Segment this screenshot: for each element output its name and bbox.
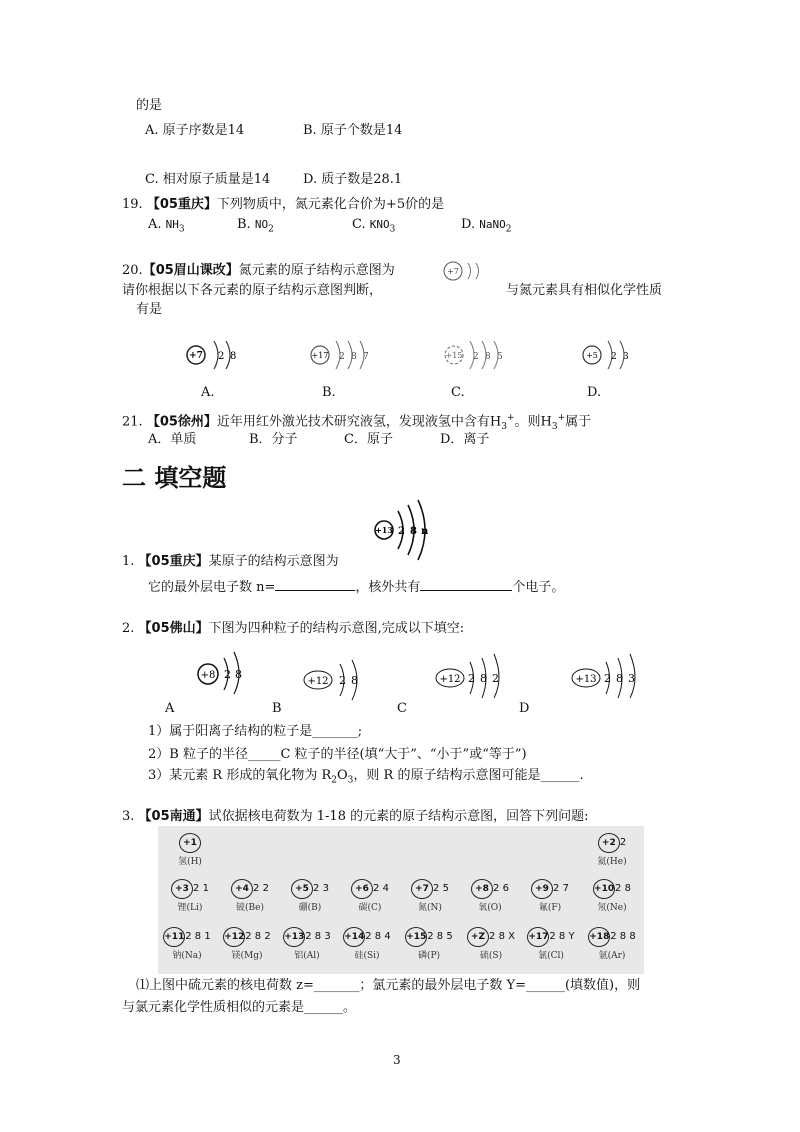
f3-element-si-core: +14 (343, 927, 365, 947)
f3-element-cl-shells: 2 8 Y (549, 931, 575, 942)
f3-element-mg-core: +12 (223, 927, 245, 947)
f3-element-he-core: +2 (598, 833, 620, 853)
q19-option-c-formula: KNO (369, 218, 390, 231)
f3-element-ar-core: +18 (588, 927, 610, 947)
f3-element-o-name: 氧(O) (478, 903, 502, 913)
f3-element-na-shells: 2 8 1 (185, 931, 211, 942)
f3-element-be (222, 876, 278, 916)
f3-element-f (522, 876, 578, 916)
q21-source-tag: 【05徐州】 (146, 414, 217, 430)
q19-source-tag: 【05重庆】 (146, 197, 217, 212)
f3-element-f-core: +9 (531, 879, 553, 899)
q18-option-d: D. 质子数是28.1 (303, 172, 403, 187)
f1-line2 (148, 578, 564, 597)
q19-option-b (237, 216, 274, 239)
page-number: 3 (393, 1053, 401, 1067)
f2-label-b: B (272, 701, 282, 716)
f3-element-li-name: 锂(Li) (177, 903, 203, 913)
f3-element-mg-shells: 2 8 2 (245, 931, 271, 942)
q20-source-tag: 【05眉山课改】 (142, 263, 239, 278)
q20-atom-c-core: +15 (445, 351, 463, 360)
f3-element-he-name: 氦(He) (597, 857, 627, 867)
q21-option-a: A．单质 (148, 432, 197, 447)
f3-element-b (282, 876, 338, 916)
f3-element-ar (582, 924, 642, 964)
f3-question1-line2: 与氯元素化学性质相似的元素是______。 (122, 1000, 357, 1015)
f3-text: 试依据核电荷数为 1-18 的元素的原子结构示意图，回答下列问题: (208, 809, 589, 824)
q19-option-d (461, 216, 511, 239)
svg-text:2: 2 (473, 352, 479, 362)
f3-element-p-core: +15 (405, 927, 427, 947)
q20-stem-line1 (122, 262, 395, 280)
q19-option-d-label: D. (461, 217, 476, 232)
q21-sup2: + (557, 413, 566, 423)
f3-element-s-name: 硫(S) (479, 951, 503, 961)
q20-atom-b (306, 335, 386, 375)
q21-option-b: B．分子 (249, 432, 298, 447)
f1-source-tag: 【05重庆】 (138, 554, 209, 569)
f3-element-ar-shells: 2 8 8 (610, 931, 636, 942)
f3-element-s (462, 924, 520, 964)
q19-option-d-sub: 2 (505, 224, 512, 235)
f1-stem (122, 553, 339, 571)
q19-option-a (148, 216, 185, 239)
f3-element-al-name: 铝(Al) (294, 951, 320, 961)
svg-text:8: 8 (351, 352, 357, 362)
f2-sub3-d: 3 (347, 775, 354, 786)
svg-text:8: 8 (485, 352, 491, 362)
q21-sub: 3 (501, 421, 507, 432)
f2-sub1: 1）属于阳离子结构的粒子是_______; (148, 724, 363, 739)
q19-option-c-label: C. (352, 217, 366, 232)
f2-stem (122, 620, 464, 638)
q19-option-a-label: A. (148, 217, 162, 232)
q20-label-a: A. (201, 385, 215, 400)
f3-element-al (278, 924, 336, 964)
f3-element-s-core: +Z (467, 927, 489, 947)
q20-atom-b-core: +17 (311, 351, 329, 360)
q19-option-d-formula: NaNO (479, 218, 506, 231)
f1-number: 1. (122, 554, 135, 569)
svg-text:8: 8 (616, 672, 623, 685)
q20-atom-d (578, 335, 642, 375)
q20-atom-c (440, 335, 520, 375)
q21-number: 21. (122, 414, 143, 430)
f3-element-h-name: 氢(H) (178, 857, 202, 867)
q19-option-a-sub: 3 (178, 224, 185, 235)
f2-sub3-c: O (336, 768, 348, 783)
f3-stem (122, 808, 589, 826)
q20-text1: 氮元素的原子结构示意图为 (238, 263, 395, 278)
q19-text: 下列物质中，氮元素化合价为+5价的是 (216, 197, 445, 212)
f3-element-ne-core: +10 (593, 879, 615, 899)
f3-element-c (342, 876, 398, 916)
f3-source-tag: 【05南通】 (138, 809, 209, 824)
q20-text3: 与氮元素具有相似化学性质 (506, 283, 663, 298)
f3-element-p (400, 924, 458, 964)
f2-atom-a (194, 648, 254, 696)
f2-atom-c (432, 652, 508, 698)
q19-option-c (352, 216, 395, 239)
f3-element-na (158, 924, 216, 964)
f2-sub2: 2）B 粒子的半径_____C 粒子的半径(填“大于”、“小于”或“等于”) (148, 747, 527, 762)
f2-sub3-e: ，则 R 的原子结构示意图可能是______. (353, 768, 584, 783)
q19-stem (122, 196, 444, 214)
f1-atom-diagram (368, 497, 438, 563)
svg-text:8: 8 (351, 674, 358, 687)
q20-nitrogen-diagram (442, 259, 502, 283)
q18-option-a: A. 原子序数是14 (145, 123, 245, 138)
svg-text:5: 5 (497, 352, 503, 362)
q19-option-a-formula: NH (165, 218, 179, 231)
f3-element-o-shells: 2 6 (493, 883, 509, 894)
f3-element-n-core: +7 (411, 879, 433, 899)
f3-element-ne (584, 876, 640, 916)
f3-element-cl-core: +17 (527, 927, 549, 947)
f2-number: 2. (122, 621, 135, 636)
f3-element-mg-name: 镁(Mg) (231, 951, 263, 961)
f3-element-li (162, 876, 218, 916)
q20-atom-a-core: +7 (189, 351, 203, 361)
svg-text:8: 8 (480, 672, 487, 685)
f3-element-c-name: 碳(C) (358, 903, 382, 913)
f3-number: 3. (122, 809, 135, 824)
f2-sub3 (148, 767, 584, 790)
svg-text:2: 2 (398, 526, 405, 537)
q19-option-b-label: B. (237, 217, 251, 232)
f3-element-si-name: 硅(Si) (354, 951, 380, 961)
f3-element-p-shells: 2 8 5 (427, 931, 453, 942)
f3-element-b-shells: 2 3 (313, 883, 329, 894)
f2-atom-c-core: +12 (439, 674, 461, 685)
f3-element-s-shells: 2 8 X (489, 931, 515, 942)
f3-element-li-shells: 2 1 (193, 883, 209, 894)
f2-label-c: C (397, 701, 407, 716)
q21-text3: 属于 (565, 414, 592, 430)
f3-element-na-core: +11 (163, 927, 185, 947)
f3-element-al-core: +13 (283, 927, 305, 947)
q18-option-b: B. 原子个数是14 (303, 123, 403, 138)
q20-number: 20. (122, 263, 143, 278)
f1-line2b: ，核外共有 (355, 580, 421, 595)
q20-label-d: D. (587, 385, 602, 400)
q20-label-c: C. (451, 385, 465, 400)
f2-label-a: A (165, 701, 175, 716)
q20-atom-a-shell-2: 8 (230, 351, 237, 362)
f3-element-cl (522, 924, 580, 964)
q19-option-b-sub: 2 (268, 224, 274, 235)
svg-text:2: 2 (492, 672, 499, 685)
f2-text: 下图为四种粒子的结构示意图,完成以下填空: (208, 621, 465, 636)
f3-element-na-name: 钠(Na) (172, 951, 202, 961)
q21-sub2: 3 (551, 421, 558, 432)
f3-element-be-name: 铍(Be) (236, 903, 264, 913)
f3-element-n-shells: 2 5 (433, 883, 449, 894)
f3-element-f-name: 氟(F) (538, 903, 562, 913)
f1-text: 某原子的结构示意图为 (208, 554, 339, 569)
f3-element-p-name: 磷(P) (417, 951, 441, 961)
f2-sub3-a: 3）某元素 R 形成的氧化物为 R (148, 768, 332, 783)
f3-element-chart (158, 826, 644, 974)
f3-element-b-name: 硼(B) (298, 903, 322, 913)
f3-element-n-name: 氮(N) (418, 903, 442, 913)
q18-option-c: C. 相对原子质量是14 (145, 172, 271, 187)
f3-element-ne-name: 氖(Ne) (597, 903, 627, 913)
q20-text4: 有是 (136, 302, 163, 317)
f3-element-mg (218, 924, 276, 964)
f3-element-h (162, 830, 218, 870)
section-heading: 二 填空题 (122, 464, 227, 492)
f2-atom-a-core: +8 (200, 670, 216, 681)
f3-element-li-core: +3 (171, 879, 193, 899)
svg-text:2: 2 (468, 672, 475, 685)
q21-option-c: C．原子 (344, 432, 393, 447)
svg-text:2: 2 (604, 672, 611, 685)
f2-atom-b-core: +12 (307, 676, 329, 687)
q21-sup: + (507, 413, 515, 423)
f1-atom-core: +13 (375, 525, 393, 535)
f3-element-he-shells: 2 (619, 837, 627, 848)
f3-element-h-core: +1 (179, 833, 201, 853)
f3-element-f-shells: 2 7 (553, 883, 569, 894)
q19-number: 19. (122, 197, 143, 212)
f1-blank-n[interactable] (275, 578, 355, 591)
f3-element-he (584, 830, 640, 870)
f3-element-be-core: +4 (231, 879, 253, 899)
f2-atom-b (300, 656, 372, 702)
svg-text:2: 2 (339, 674, 346, 687)
f2-source-tag: 【05佛山】 (138, 621, 209, 636)
f3-element-si (338, 924, 396, 964)
f3-question1-line1: ⑴上图中硫元素的核电荷数 z=_______；氯元素的最外层电子数 Y=______(填数值)，则 (136, 978, 641, 993)
q20-atom-a-shell-1: 2 (218, 351, 225, 362)
f3-element-c-core: +6 (351, 879, 373, 899)
svg-text:3: 3 (628, 672, 635, 685)
svg-text:8: 8 (410, 526, 417, 537)
svg-text:n: n (421, 526, 429, 537)
f3-element-be-shells: 2 2 (253, 883, 269, 894)
f3-element-n (402, 876, 458, 916)
svg-text:2: 2 (611, 352, 617, 362)
f2-atom-d-core: +13 (575, 674, 597, 685)
q20-label-b: B. (322, 385, 336, 400)
svg-text:2: 2 (339, 352, 345, 362)
svg-text:3: 3 (623, 352, 629, 362)
f1-line2a: 它的最外层电子数 n= (148, 580, 276, 595)
f3-element-cl-name: 氯(Cl) (538, 951, 564, 961)
f2-atom-d (568, 652, 648, 698)
f3-element-o (462, 876, 518, 916)
q21-text: 近年用红外激光技术研究液氢，发现液氢中含有H (216, 414, 502, 430)
q19-option-b-formula: NO (254, 218, 269, 231)
f3-element-b-core: +5 (291, 879, 313, 899)
svg-text:8: 8 (235, 668, 242, 681)
q19-option-c-sub: 3 (389, 224, 396, 235)
q20-atom-d-core: +5 (586, 351, 598, 360)
f3-element-ne-shells: 2 8 (615, 883, 631, 894)
f1-line2c: 个电子。 (512, 580, 565, 595)
f3-element-ar-name: 氩(Ar) (598, 951, 626, 961)
svg-text:2: 2 (224, 668, 231, 681)
f3-element-si-shells: 2 8 4 (365, 931, 391, 942)
svg-text:7: 7 (363, 352, 369, 362)
q21-text2: 。则H (514, 414, 552, 430)
f2-sub3-b: 2 (331, 775, 337, 786)
q21-option-d: D．离子 (440, 432, 490, 447)
q18-tail: 的是 (136, 98, 163, 113)
q20-atom-a (182, 335, 254, 375)
q20-nitrogen-core: +7 (447, 267, 459, 276)
f3-element-o-core: +8 (471, 879, 493, 899)
q20-text2: 请你根据以下各元素的原子结构示意图判断， (122, 283, 383, 298)
f1-blank-total[interactable] (420, 578, 512, 591)
f3-element-c-shells: 2 4 (373, 883, 389, 894)
f3-element-al-shells: 2 8 3 (305, 931, 331, 942)
f2-label-d: D (519, 701, 530, 716)
